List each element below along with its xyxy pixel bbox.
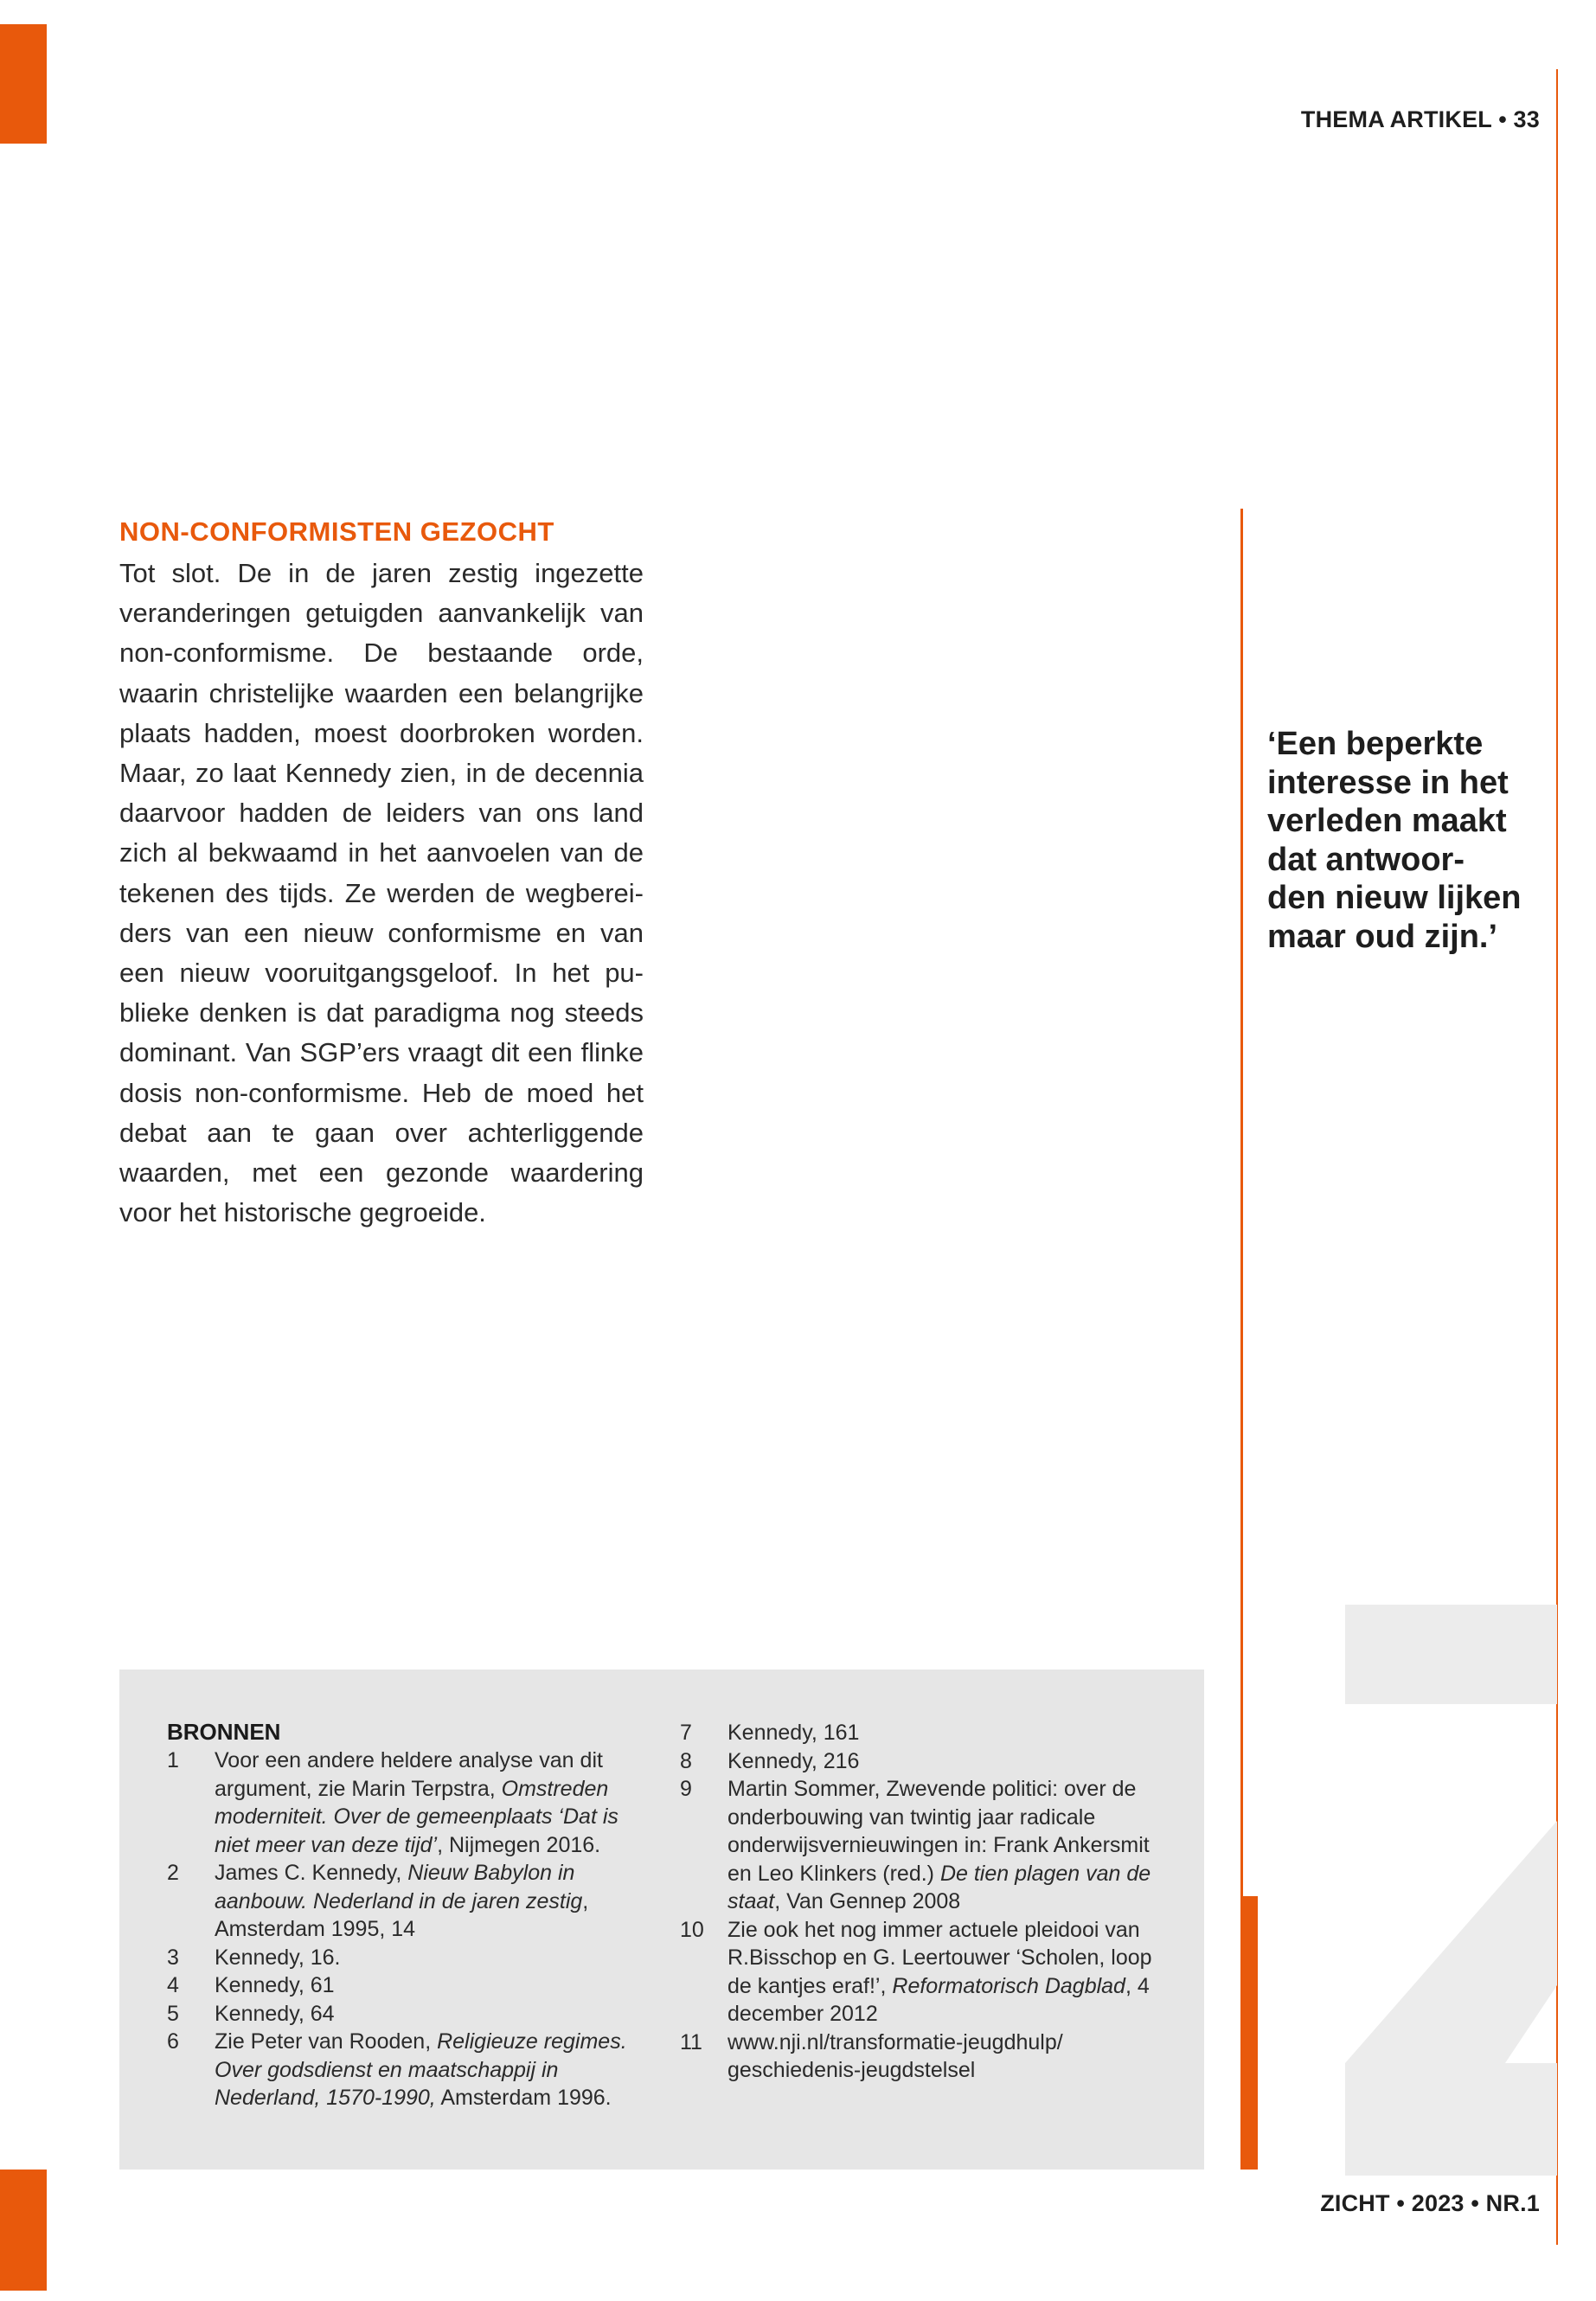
- article-body: Tot slot. De in de jaren zestig ingezette veranderingen getuigden aanvankelijk van non-conformisme. De bestaande orde, waarin christelijke waarden een belangrijke plaats hadden, moest doorbroken worden. Maar, zo laat Kennedy zien, in de decennia daarvoor hadden de leiders van ons land zich al bekwaamd in het aanvoelen van de tekenen des tijds. Ze werden de wegbereiders van een nieuw conformisme en van een nieuw vooruitgangsgeloof. In het publieke denken is dat paradigma nog steeds dominant. Van SGP’ers vraagt dit een flinke dosis non-conformisme. Heb de moed het debat aan te gaan over achterliggende waarden, met een gezonde waardering voor het historische gegroeide.: [119, 558, 644, 1228]
- decorative-z-shape: [1345, 1605, 1557, 2176]
- source-note: [680, 2029, 1164, 2085]
- pull-quote: [1267, 725, 1544, 956]
- note-text: [215, 1944, 651, 1972]
- pull-quote-line: maar oud zijn.’: [1267, 918, 1498, 955]
- note-number: 10: [680, 1917, 704, 1942]
- source-note: [167, 1747, 651, 1859]
- note-text-segment: Kennedy, 64: [215, 2001, 335, 2026]
- note-number: 6: [167, 2029, 179, 2054]
- z-shape-top-bar: [1345, 1605, 1557, 1704]
- z-shape-diagonal: [1345, 1821, 1557, 2176]
- note-number: 7: [680, 1721, 692, 1745]
- source-note: [680, 1719, 1164, 1747]
- pull-quote-line: den nieuw lijken: [1267, 880, 1522, 916]
- note-text-segment: Zie ook het nog immer actuele pleidooi van R.Bisschop en G. Leertouwer ‘Scholen, loop de kantjes eraf!’,: [727, 1917, 1152, 1998]
- note-text: [215, 2028, 651, 2112]
- source-note: [680, 1916, 1164, 2029]
- note-text-segment: Zie Peter van Rooden,: [215, 2029, 438, 2054]
- note-number: 3: [167, 1945, 179, 1970]
- note-text: [727, 1719, 1164, 1747]
- note-text-segment: James C. Kennedy,: [215, 1861, 408, 1885]
- note-text-segment: Kennedy, 61: [215, 1973, 335, 1997]
- section-heading: NON-CONFORMISTEN GEZOCHT: [119, 516, 554, 547]
- pull-quote-line: interesse in het: [1267, 764, 1509, 801]
- accent-block-top: [0, 24, 47, 144]
- source-note: [680, 1775, 1164, 1916]
- note-number: 11: [680, 2029, 702, 2054]
- note-text-segment: Martin Sommer, Zwevende politici: over de onderbouwing van twintig jaar radicale onderwijsvernieuwingen in: Frank Ankersmit en Leo Klinkers (red.): [727, 1777, 1150, 1886]
- note-text: [727, 1775, 1164, 1916]
- note-text-segment: Voor een andere heldere analyse van dit argument, zie Marin Terpstra,: [215, 1748, 603, 1801]
- column-accent-bar: [1240, 1896, 1258, 2170]
- sources-title: BRONNEN: [167, 1719, 281, 1745]
- note-text: [215, 1971, 651, 2000]
- note-text-segment: Kennedy, 161: [727, 1721, 860, 1745]
- note-text: [727, 1916, 1164, 2029]
- note-number: 5: [167, 2001, 179, 2026]
- note-text-italic: Reformatorisch Dagblad: [892, 1973, 1125, 1998]
- notes-list-left: [167, 1747, 651, 2112]
- note-text-segment: Amsterdam 1996.: [435, 2086, 612, 2110]
- running-footer: ZICHT • 2023 • NR.1: [1320, 2190, 1540, 2216]
- note-number: 1: [167, 1748, 179, 1772]
- source-note: [167, 1859, 651, 1944]
- source-note: [167, 2028, 651, 2112]
- notes-list-right: [680, 1719, 1164, 2085]
- pull-quote-line: ‘Een beperkte: [1267, 726, 1484, 762]
- note-text: [727, 1747, 1164, 1776]
- note-text-italic: Religieuze regimes. Over godsdienst en maatschappij in Nederland, 1570-1990,: [215, 2029, 627, 2110]
- note-text-segment: Kennedy, 16.: [215, 1945, 341, 1970]
- source-note: [680, 1747, 1164, 1776]
- note-text-italic: Nieuw Babylon in aanbouw. Nederland in de jaren zestig: [215, 1861, 583, 1913]
- note-text-italic: De tien plagen van de staat: [727, 1861, 1151, 1913]
- source-note: [167, 2000, 651, 2029]
- note-number: 8: [680, 1748, 692, 1773]
- note-number: 2: [167, 1861, 179, 1885]
- source-note: [167, 1944, 651, 1972]
- note-text-segment: , Amsterdam 1995, 14: [215, 1888, 589, 1941]
- note-number: 4: [167, 1973, 179, 1997]
- note-text: [215, 1859, 651, 1944]
- note-text-segment: www.nji.nl/transformatie-jeugdhulp/ geschiedenis-jeugdstelsel: [727, 2029, 1063, 2082]
- accent-block-bottom: [0, 2170, 47, 2291]
- note-number: 9: [680, 1777, 692, 1801]
- sources-box: [119, 1670, 1204, 2170]
- source-note: [167, 1971, 651, 2000]
- note-text: [215, 2000, 651, 2029]
- note-text: [215, 1747, 651, 1859]
- pull-quote-line: dat antwoor-: [1267, 841, 1465, 878]
- note-text-italic: Omstreden moderniteit. Over de gemeenplaats ‘Dat is niet meer van deze tijd’: [215, 1776, 619, 1857]
- pull-quote-line: verleden maakt: [1267, 803, 1507, 839]
- note-text: [727, 2029, 1164, 2085]
- note-text-segment: Kennedy, 216: [727, 1748, 860, 1773]
- note-text-segment: , 4 december 2012: [727, 1973, 1150, 2026]
- note-text-segment: , Nijmegen 2016.: [437, 1832, 601, 1857]
- running-header: THEMA ARTIKEL • 33: [1300, 106, 1540, 132]
- note-text-segment: , Van Gennep 2008: [774, 1889, 961, 1913]
